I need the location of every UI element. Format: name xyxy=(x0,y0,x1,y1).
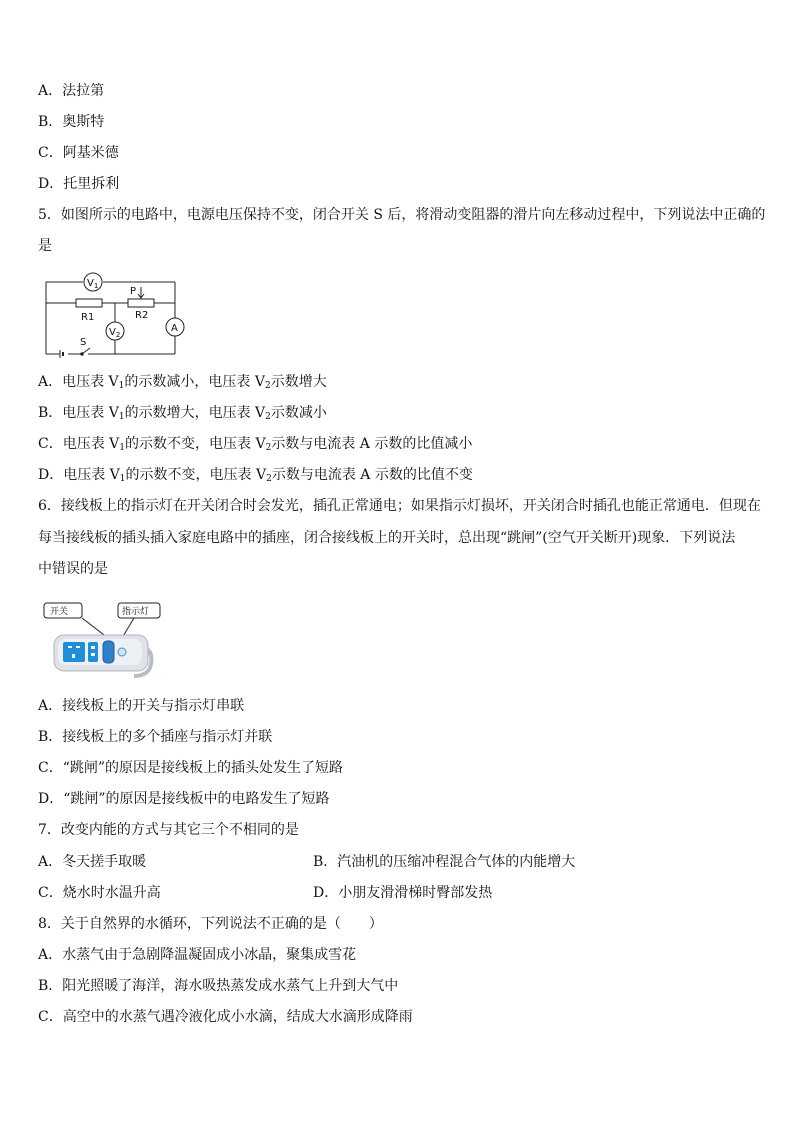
circuit-diagram xyxy=(38,266,198,362)
q8-stem: 8．关于自然界的水循环，下列说法不正确的是（ ） xyxy=(38,916,383,932)
q5-stem-line2: 是 xyxy=(38,238,52,254)
q6-option-c: C．“跳闸”的原因是接线板上的插头处发生了短路 xyxy=(38,760,344,776)
q7-option-a: A．冬天搓手取暖 xyxy=(38,854,147,870)
q7-stem: 7．改变内能的方式与其它三个不相同的是 xyxy=(38,822,299,838)
q4-option-c: C．阿基米德 xyxy=(38,145,119,161)
q8-option-a: A．水蒸气由于急剧降温凝固成小冰晶，聚集成雪花 xyxy=(38,947,357,963)
q6-stem-line2: 每当接线板的插头插入家庭电路中的插座，闭合接线板上的开关时，总出现“跳闸”(空气开关断开)现象．下列说法 xyxy=(38,530,736,546)
v2-label: $V_2$ xyxy=(109,327,121,339)
q4-option-b: B．奥斯特 xyxy=(38,114,105,130)
q7-option-b: B．汽油机的压缩冲程混合气体的内能增大 xyxy=(313,854,576,870)
q6-stem-line1: 6．接线板上的指示灯在开关闭合时会发光，插孔正常通电；如果指示灯损坏，开关闭合时插孔也能正常通电．但现在 xyxy=(38,498,761,514)
q5-option-d: D．电压表 $V_1$的示数不变，电压表 $V_2$示数与电流表 A 示数的比值不变 xyxy=(38,467,473,484)
q4-option-d: D．托里拆利 xyxy=(38,176,120,192)
v1-label: $V_1$ xyxy=(87,278,99,290)
switch-label: S xyxy=(80,337,87,348)
q6-option-b: B．接线板上的多个插座与指示灯并联 xyxy=(38,729,273,745)
q5-option-c: C．电压表 $V_1$的示数不变，电压表 $V_2$示数与电流表 A 示数的比值减小 xyxy=(38,436,473,453)
q5-option-a: A．电压表 $V_1$的示数减小，电压表 $V_2$示数增大 xyxy=(38,374,327,391)
indicator-light xyxy=(118,648,126,656)
q5-stem-line1: 5．如图所示的电路中，电源电压保持不变，闭合开关 S 后，将滑动变阻器的滑片向左移动过程中，下列说法中正确的 xyxy=(38,207,766,223)
switch-callout-label: 开关 xyxy=(50,607,69,617)
q6-option-d: D．“跳闸”的原因是接线板中的电路发生了短路 xyxy=(38,791,330,807)
q6-option-a: A．接线板上的开关与指示灯串联 xyxy=(38,698,245,714)
q5-option-b: B．电压表 $V_1$的示数增大，电压表 $V_2$示数减小 xyxy=(38,405,327,422)
r2-label: R2 xyxy=(135,310,149,321)
q7-option-d: D．小朋友滑滑梯时臀部发热 xyxy=(313,885,493,901)
strip-switch xyxy=(103,641,114,663)
q4-option-a: A．法拉第 xyxy=(38,83,105,99)
slider-label: P xyxy=(130,286,137,297)
r1-label: R1 xyxy=(81,312,95,323)
q8-option-c: C．高空中的水蒸气遇冷液化成小水滴，结成大水滴形成降雨 xyxy=(38,1009,413,1025)
indicator-callout-label: 指示灯 xyxy=(122,607,150,617)
q8-option-b: B．阳光照暖了海洋，海水吸热蒸发成水蒸气上升到大气中 xyxy=(38,978,399,994)
q7-option-c: C．烧水时水温升高 xyxy=(38,885,161,901)
power-strip-figure xyxy=(38,598,163,680)
q6-stem-line3: 中错误的是 xyxy=(38,561,108,577)
ammeter-label: A xyxy=(171,323,178,334)
